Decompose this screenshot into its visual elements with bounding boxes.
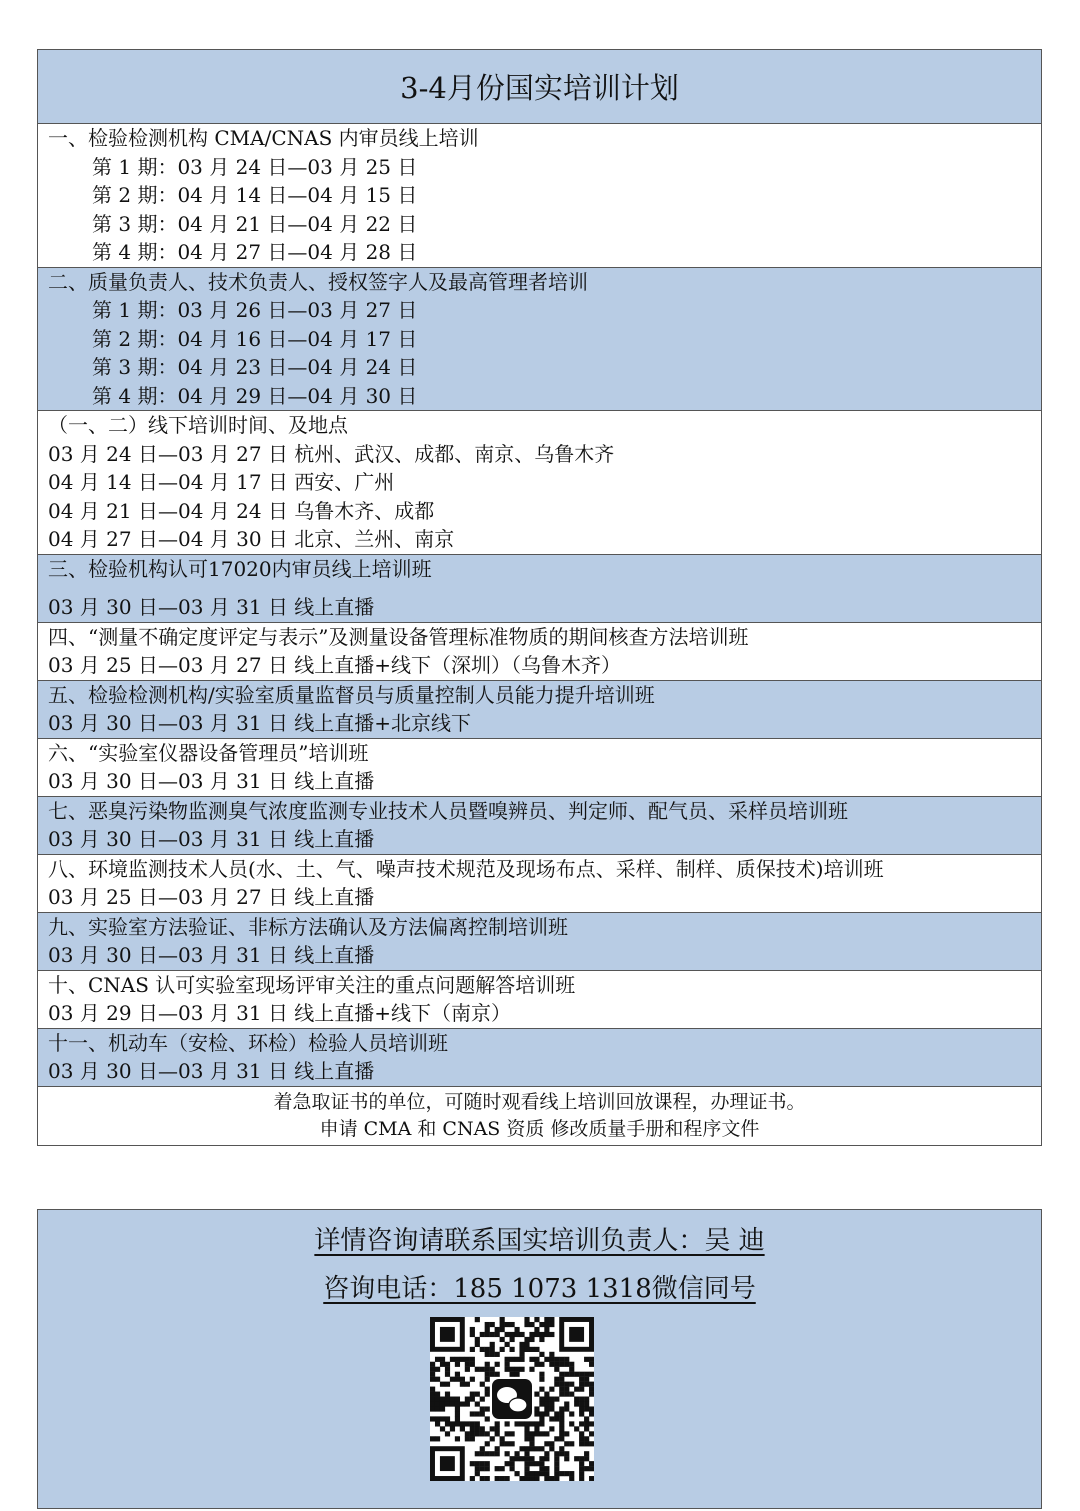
course-session-line: 04 月 14 日—04 月 17 日 西安、广州 <box>48 470 395 494</box>
course-session-line: 第 3 期：04 月 23 日—04 月 24 日 <box>92 355 418 379</box>
notes-row <box>38 1087 1041 1145</box>
course-heading: 十一、机动车（安检、环检）检验人员培训班 <box>48 1030 448 1055</box>
contact-phone-line <box>38 1272 1041 1306</box>
note-line: 申请 CMA 和 CNAS 资质 修改质量手册和程序文件 <box>319 1117 760 1140</box>
course-heading: 九、实验室方法验证、非标方法确认及方法偏离控制培训班 <box>48 914 568 939</box>
course-session-line: 第 1 期：03 月 24 日—03 月 25 日 <box>92 154 418 179</box>
sections-container <box>38 124 1041 1087</box>
qr-finder-pattern <box>430 1446 465 1481</box>
course-section <box>38 971 1041 1029</box>
course-session-line: 04 月 27 日—04 月 30 日 北京、兰州、南京 <box>48 527 455 551</box>
course-heading: 六、“实验室仪器设备管理员”培训班 <box>48 740 369 765</box>
course-section <box>38 681 1041 739</box>
course-session-line: 03 月 30 日—03 月 31 日 线上直播 <box>48 1059 375 1083</box>
course-heading: 二、质量负责人、技术负责人、授权签字人及最高管理者培训 <box>48 269 588 294</box>
course-session-line: 03 月 25 日—03 月 27 日 线上直播 <box>48 885 375 909</box>
course-section <box>38 797 1041 855</box>
course-heading: 五、检验检测机构/实验室质量监督员与质量控制人员能力提升培训班 <box>48 682 655 707</box>
wechat-icon <box>492 1379 532 1419</box>
contact-person-text: 详情咨询请联系国实培训负责人：吴 迪 <box>314 1226 765 1256</box>
course-session-line: 第 1 期：03 月 26 日—03 月 27 日 <box>92 298 418 322</box>
course-session-line: 03 月 30 日—03 月 31 日 线上直播 <box>48 827 375 851</box>
course-heading: （一、二）线下培训时间、及地点 <box>48 413 348 437</box>
course-session-line: 第 4 期：04 月 27 日—04 月 28 日 <box>92 240 418 264</box>
contact-phone-text: 咨询电话：185 1073 1318微信同号 <box>323 1274 756 1304</box>
course-session-line: 03 月 30 日—03 月 31 日 线上直播 <box>48 769 375 793</box>
course-section <box>38 855 1041 913</box>
course-session-line: 03 月 25 日—03 月 27 日 线上直播+线下（深圳）（乌鲁木齐） <box>48 653 622 677</box>
course-section <box>38 555 1041 623</box>
course-section <box>38 268 1041 412</box>
course-heading: 一、检验检测机构 CMA/CNAS 内审员线上培训 <box>48 126 479 150</box>
course-session-line: 第 4 期：04 月 29 日—04 月 30 日 <box>92 383 418 408</box>
course-session-line: 第 3 期：04 月 21 日—04 月 22 日 <box>92 211 418 236</box>
course-section <box>38 623 1041 681</box>
course-session-line: 03 月 30 日—03 月 31 日 线上直播+北京线下 <box>48 711 472 735</box>
course-session-line: 03 月 29 日—03 月 31 日 线上直播+线下（南京） <box>48 1001 512 1025</box>
course-session-line: 04 月 21 日—04 月 24 日 乌鲁木齐、成都 <box>48 498 435 523</box>
schedule-title: 3-4月份国实培训计划 <box>400 71 679 105</box>
contact-box <box>37 1209 1042 1509</box>
schedule-title-row <box>38 50 1041 124</box>
course-heading: 十、CNAS 认可实验室现场评审关注的重点问题解答培训班 <box>48 972 576 997</box>
course-section <box>38 1029 1041 1087</box>
course-session-line: 03 月 30 日—03 月 31 日 线上直播 <box>48 595 375 619</box>
course-heading: 八、环境监测技术人员(水、土、气、噪声技术规范及现场布点、采样、制样、质保技术)培训班 <box>48 856 884 881</box>
course-session-line: 第 2 期：04 月 14 日—04 月 15 日 <box>92 183 418 207</box>
qr-finder-pattern <box>430 1317 465 1352</box>
course-section <box>38 411 1041 555</box>
course-section <box>38 739 1041 797</box>
course-session-line: 第 2 期：04 月 16 日—04 月 17 日 <box>92 326 418 351</box>
qr-code <box>430 1317 594 1481</box>
qr-code-graphic <box>430 1317 594 1481</box>
course-heading: 四、“测量不确定度评定与表示”及测量设备管理标准物质的期间核查方法培训班 <box>48 624 749 649</box>
course-heading: 七、恶臭污染物监测臭气浓度监测专业技术人员暨嗅辨员、判定师、配气员、采样员培训班 <box>48 798 848 823</box>
note-line: 着急取证书的单位，可随时观看线上培训回放课程，办理证书。 <box>273 1090 806 1113</box>
course-section <box>38 124 1041 268</box>
course-heading: 三、检验机构认可17020内审员线上培训班 <box>48 556 432 581</box>
training-schedule-table <box>37 49 1042 1146</box>
contact-person-line <box>38 1224 1041 1258</box>
qr-finder-pattern <box>559 1317 594 1352</box>
course-session-line: 03 月 24 日—03 月 27 日 杭州、武汉、成都、南京、乌鲁木齐 <box>48 441 615 466</box>
course-session-line: 03 月 30 日—03 月 31 日 线上直播 <box>48 943 375 967</box>
course-section <box>38 913 1041 971</box>
